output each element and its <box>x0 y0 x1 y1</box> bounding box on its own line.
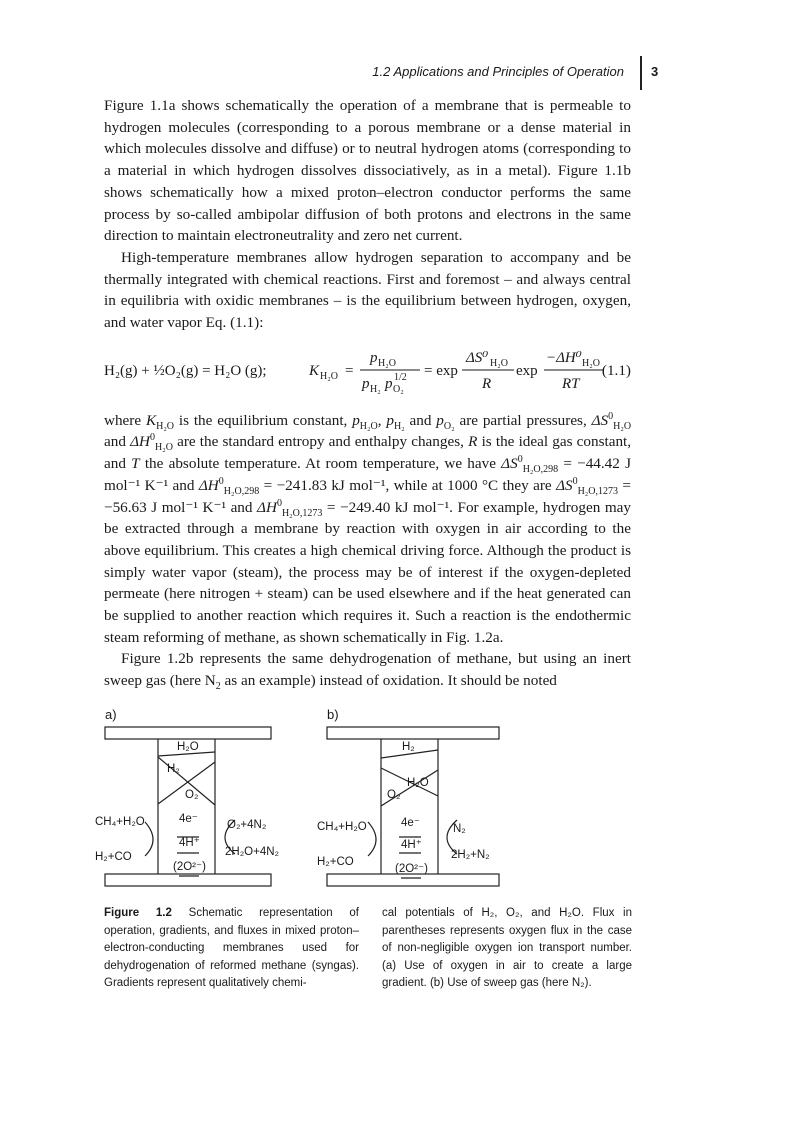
equation-frac2-num-sub: H₂O <box>490 357 508 369</box>
body-text <box>104 95 631 692</box>
p3-i: = −44.42 J mol⁻¹ K⁻¹ and <box>104 455 631 494</box>
running-title: 1.2 Applications and Principles of Operation <box>372 64 624 79</box>
panel-a-label: a) <box>105 707 117 722</box>
delta-s-298: ΔS <box>501 455 518 473</box>
equation-k-sub: H₂O <box>320 370 338 382</box>
panel-b-oxide: (2O²⁻) <box>395 863 428 875</box>
equation-lhs: H₂(g) + ½O₂(g) = H₂O (g); <box>104 362 267 379</box>
page-number: 3 <box>651 64 659 79</box>
delta-h-298-sup: 0 <box>218 475 224 487</box>
k-symbol: K <box>145 411 157 429</box>
n2-sub: 2 <box>215 681 221 693</box>
delta-h-sub: H₂O <box>155 442 173 454</box>
paragraph-4 <box>104 648 631 691</box>
delta-h-sup: 0 <box>150 432 155 444</box>
caption-right-column: cal potentials of H₂, O₂, and H₂O. Flux in parentheses represents oxygen flux in the case of non-negligible oxygen ion transport number. (a) Use of oxygen in air to create a large gradient. (b) Use of sweep gas (here N₂). <box>382 907 632 990</box>
k-sub: H₂O <box>156 420 175 432</box>
caption-left-column <box>104 905 359 993</box>
delta-h-1273-sup: 0 <box>276 497 282 509</box>
panel-a-protons: 4H⁺ <box>179 837 200 849</box>
delta-h-298-sub: H₂O,298 <box>223 485 260 497</box>
panel-b-bottom-bar <box>327 874 499 886</box>
delta-s-1273: ΔS <box>556 476 573 494</box>
delta-s-298-sub: H₂O,298 <box>522 464 559 476</box>
caption-left-text: Schematic representation of operation, gradients, and fluxes in mixed proton–electron-conducting membranes used for dehydrogenation of reformed methane (syngas). Gradients represent qualitatively chemi- <box>104 907 359 990</box>
panel-a-prod-left: H₂+CO <box>95 851 132 863</box>
p3-g: is the ideal gas constant, and <box>104 433 632 473</box>
p3-l: = −249.40 kJ mol⁻¹. For example, hydrogen may be extracted through a membrane by reaction with oxygen in air according to the above equilibrium. This creates a high chemical driving force. Although the product is simply water vapor (steam), the process may be of interest if the oxygen-depleted permeate (here nitrogen + steam) can be used elsewhere and if the heat generated can be supplied to another reaction which requires it. Such a reaction is the endothermic steam reforming of methane, as shown schematically in Fig. 1.2a. <box>104 498 631 646</box>
equation-exp2: exp <box>516 362 538 379</box>
header-divider <box>640 56 642 90</box>
delta-h-1273: ΔH <box>257 498 277 516</box>
panel-b-electrons: 4e⁻ <box>401 817 420 829</box>
equation-frac2-num: ΔS⁰ <box>466 349 489 366</box>
panel-a-feed-right: O₂+4N₂ <box>227 819 267 831</box>
equation-equals: = <box>345 362 354 379</box>
paragraph-1: Figure 1.1a shows schematically the operation of a membrane that is permeable to hydrogen molecules (corresponding to a porous membrane or a dense material in which molecules dissolve and diffuse) or to neutral hydrogen atoms (corresponding to a material in which hydrogen dissolves dissociatively, as in a metal). Figure 1.1b shows schematically how a mixed proton–electron conductor performs the same process by so-called ambipolar diffusion of both protons and electrons in the same direction to maintain electroneutrality and zero net current. <box>104 97 631 245</box>
panel-a-lines <box>105 727 499 886</box>
delta-s-1273-sub: H₂O,1273 <box>577 485 619 497</box>
membrane-schematic <box>95 700 615 910</box>
p-h2o-sub: H₂O <box>359 420 378 432</box>
p3-d: are partial pressures, <box>459 411 587 429</box>
caption-figure-label: Figure 1.2 <box>104 907 172 919</box>
equation-1-1 <box>104 338 631 408</box>
panel-b-label: b) <box>327 707 339 722</box>
panel-b-feed-right: N₂ <box>453 823 466 835</box>
delta-h-1273-sub: H₂O,1273 <box>281 507 323 519</box>
p3-c: and <box>409 411 432 429</box>
panel-b-o2: O₂ <box>387 789 401 801</box>
equation-frac3-num: −ΔH⁰ <box>546 349 582 366</box>
equation-den-p2: p <box>385 375 393 392</box>
equation-graphic <box>104 338 631 408</box>
equation-frac3-num-sub: H₂O <box>582 357 600 369</box>
p-h2o: p <box>352 411 360 429</box>
panel-b-h2o: H₂O <box>407 777 429 789</box>
paragraph-3: where $K_{H_2O}$ is the equilibrium constant, $p_{H_2O}$, $p_{H_2}$ and $p_{O_2}$ are partial pressures, $\Delta S^0_{H_2O}$ and $\Delta H^0_{H_2O}$ are the standard entropy and enthalpy changes, R is the ideal gas constant, and T the absolute temperature. At room temperature, we have $\Delta S^0_{H_2O,298} = -44.42$ J mol⁻¹ K⁻¹ and $\Delta H^0_{H_2O,298} = -241.83$ kJ mol⁻¹, while at 1000 °C they are $\Delta S^0_{H_2O,1273} = -56.63$ J mol⁻¹ K⁻¹ and $\Delta H^0_{H_2O,1273} = -249.40$ kJ mol⁻¹. For example, hydrogen may be extracted through a membrane by reaction with oxygen in air according to the above equilibrium. This creates a high chemical driving force. Although the product is simply water vapor (steam), the process may be of interest if the oxygen-depleted permeate (here nitrogen + steam) can be used elsewhere and if the heat generated can be supplied to another reaction which requires it. Such a reaction is the endothermic steam reforming of methane, as shown schematically in Fig. 1.2a. <box>104 410 632 646</box>
page-header <box>0 56 800 90</box>
equation-frac2-den: R <box>482 375 492 392</box>
panel-a-electrons: 4e⁻ <box>179 813 198 825</box>
p-h2: p <box>386 411 394 429</box>
panel-b-prod-left: H₂+CO <box>317 856 354 868</box>
equation-den-p1: p <box>362 375 370 392</box>
p3-a: where <box>104 411 142 429</box>
equation-k: K <box>309 362 320 379</box>
equation-frac3-den: RT <box>562 375 580 392</box>
equation-exp1: = exp <box>424 362 458 379</box>
p4-b: as an example) instead of oxidation. It should be noted <box>224 672 557 690</box>
delta-s-298-sup: 0 <box>517 454 523 466</box>
delta-s: ΔS <box>591 411 609 429</box>
p3-j: = −241.83 kJ mol⁻¹, while at 1000 °C they are <box>263 476 552 494</box>
delta-h-298: ΔH <box>198 476 219 494</box>
delta-s-sub: H₂O <box>613 420 632 432</box>
p3-b: is the equilibrium constant, <box>178 411 348 429</box>
panel-b-feed-left: CH₄+H₂O <box>317 821 367 833</box>
panel-a-prod-right: 2H₂O+4N₂ <box>225 846 279 858</box>
equation-den-sub2: O₂ <box>393 383 404 395</box>
panel-b-prod-right: 2H₂+N₂ <box>451 849 490 861</box>
panel-a-o2: O₂ <box>185 789 199 801</box>
delta-s-1273-sup: 0 <box>572 475 578 487</box>
panel-a-top-bar <box>105 727 271 739</box>
p4-a: Figure 1.2b represents the same dehydrogenation of methane, but using an inert sweep gas (here N <box>104 650 631 690</box>
equation-den-sup: 1/2 <box>394 371 407 383</box>
delta-s-sup: 0 <box>608 410 614 422</box>
equation-num-sub: H₂O <box>378 357 396 369</box>
panel-a-feed-left: CH₄+H₂O <box>95 816 145 828</box>
delta-h: ΔH <box>130 433 150 451</box>
panel-a-h2: H₂ <box>167 763 180 775</box>
panel-b-top-bar <box>327 727 499 739</box>
panel-b-protons: 4H⁺ <box>401 839 422 851</box>
p3-e: and <box>104 433 126 451</box>
paragraph-2: High-temperature membranes allow hydrogen separation to accompany and be thermally integrated with chemical reactions. First and foremost – and always central in equilibria with oxidic membranes – is the equilibrium between hydrogen, oxygen, and water vapor Eq. (1.1): <box>104 248 631 332</box>
panel-b-h2-top: H₂ <box>402 741 415 753</box>
panel-a-left-flow-arc <box>145 822 153 856</box>
equation-den-sub1: H₂ <box>370 383 381 395</box>
panel-a-h2o-top: H₂O <box>177 741 199 753</box>
p3-k: = −56.63 J mol⁻¹ K⁻¹ and <box>104 476 631 516</box>
equation-number: (1.1) <box>601 361 631 379</box>
p3-h: the absolute temperature. At room temperature, we have <box>144 455 496 473</box>
panel-a-oxide: (2O²⁻) <box>173 861 206 873</box>
p-o2-sub: O₂ <box>443 420 455 432</box>
p-h2-sub: H₂ <box>393 420 405 432</box>
t-symbol: T <box>131 455 140 473</box>
r-symbol: R <box>468 433 478 451</box>
panel-b-left-flow-arc <box>368 822 376 856</box>
p3-f: are the standard entropy and enthalpy changes, <box>177 433 464 451</box>
p-o2: p <box>436 411 444 429</box>
equation-num-p: p <box>370 349 378 366</box>
